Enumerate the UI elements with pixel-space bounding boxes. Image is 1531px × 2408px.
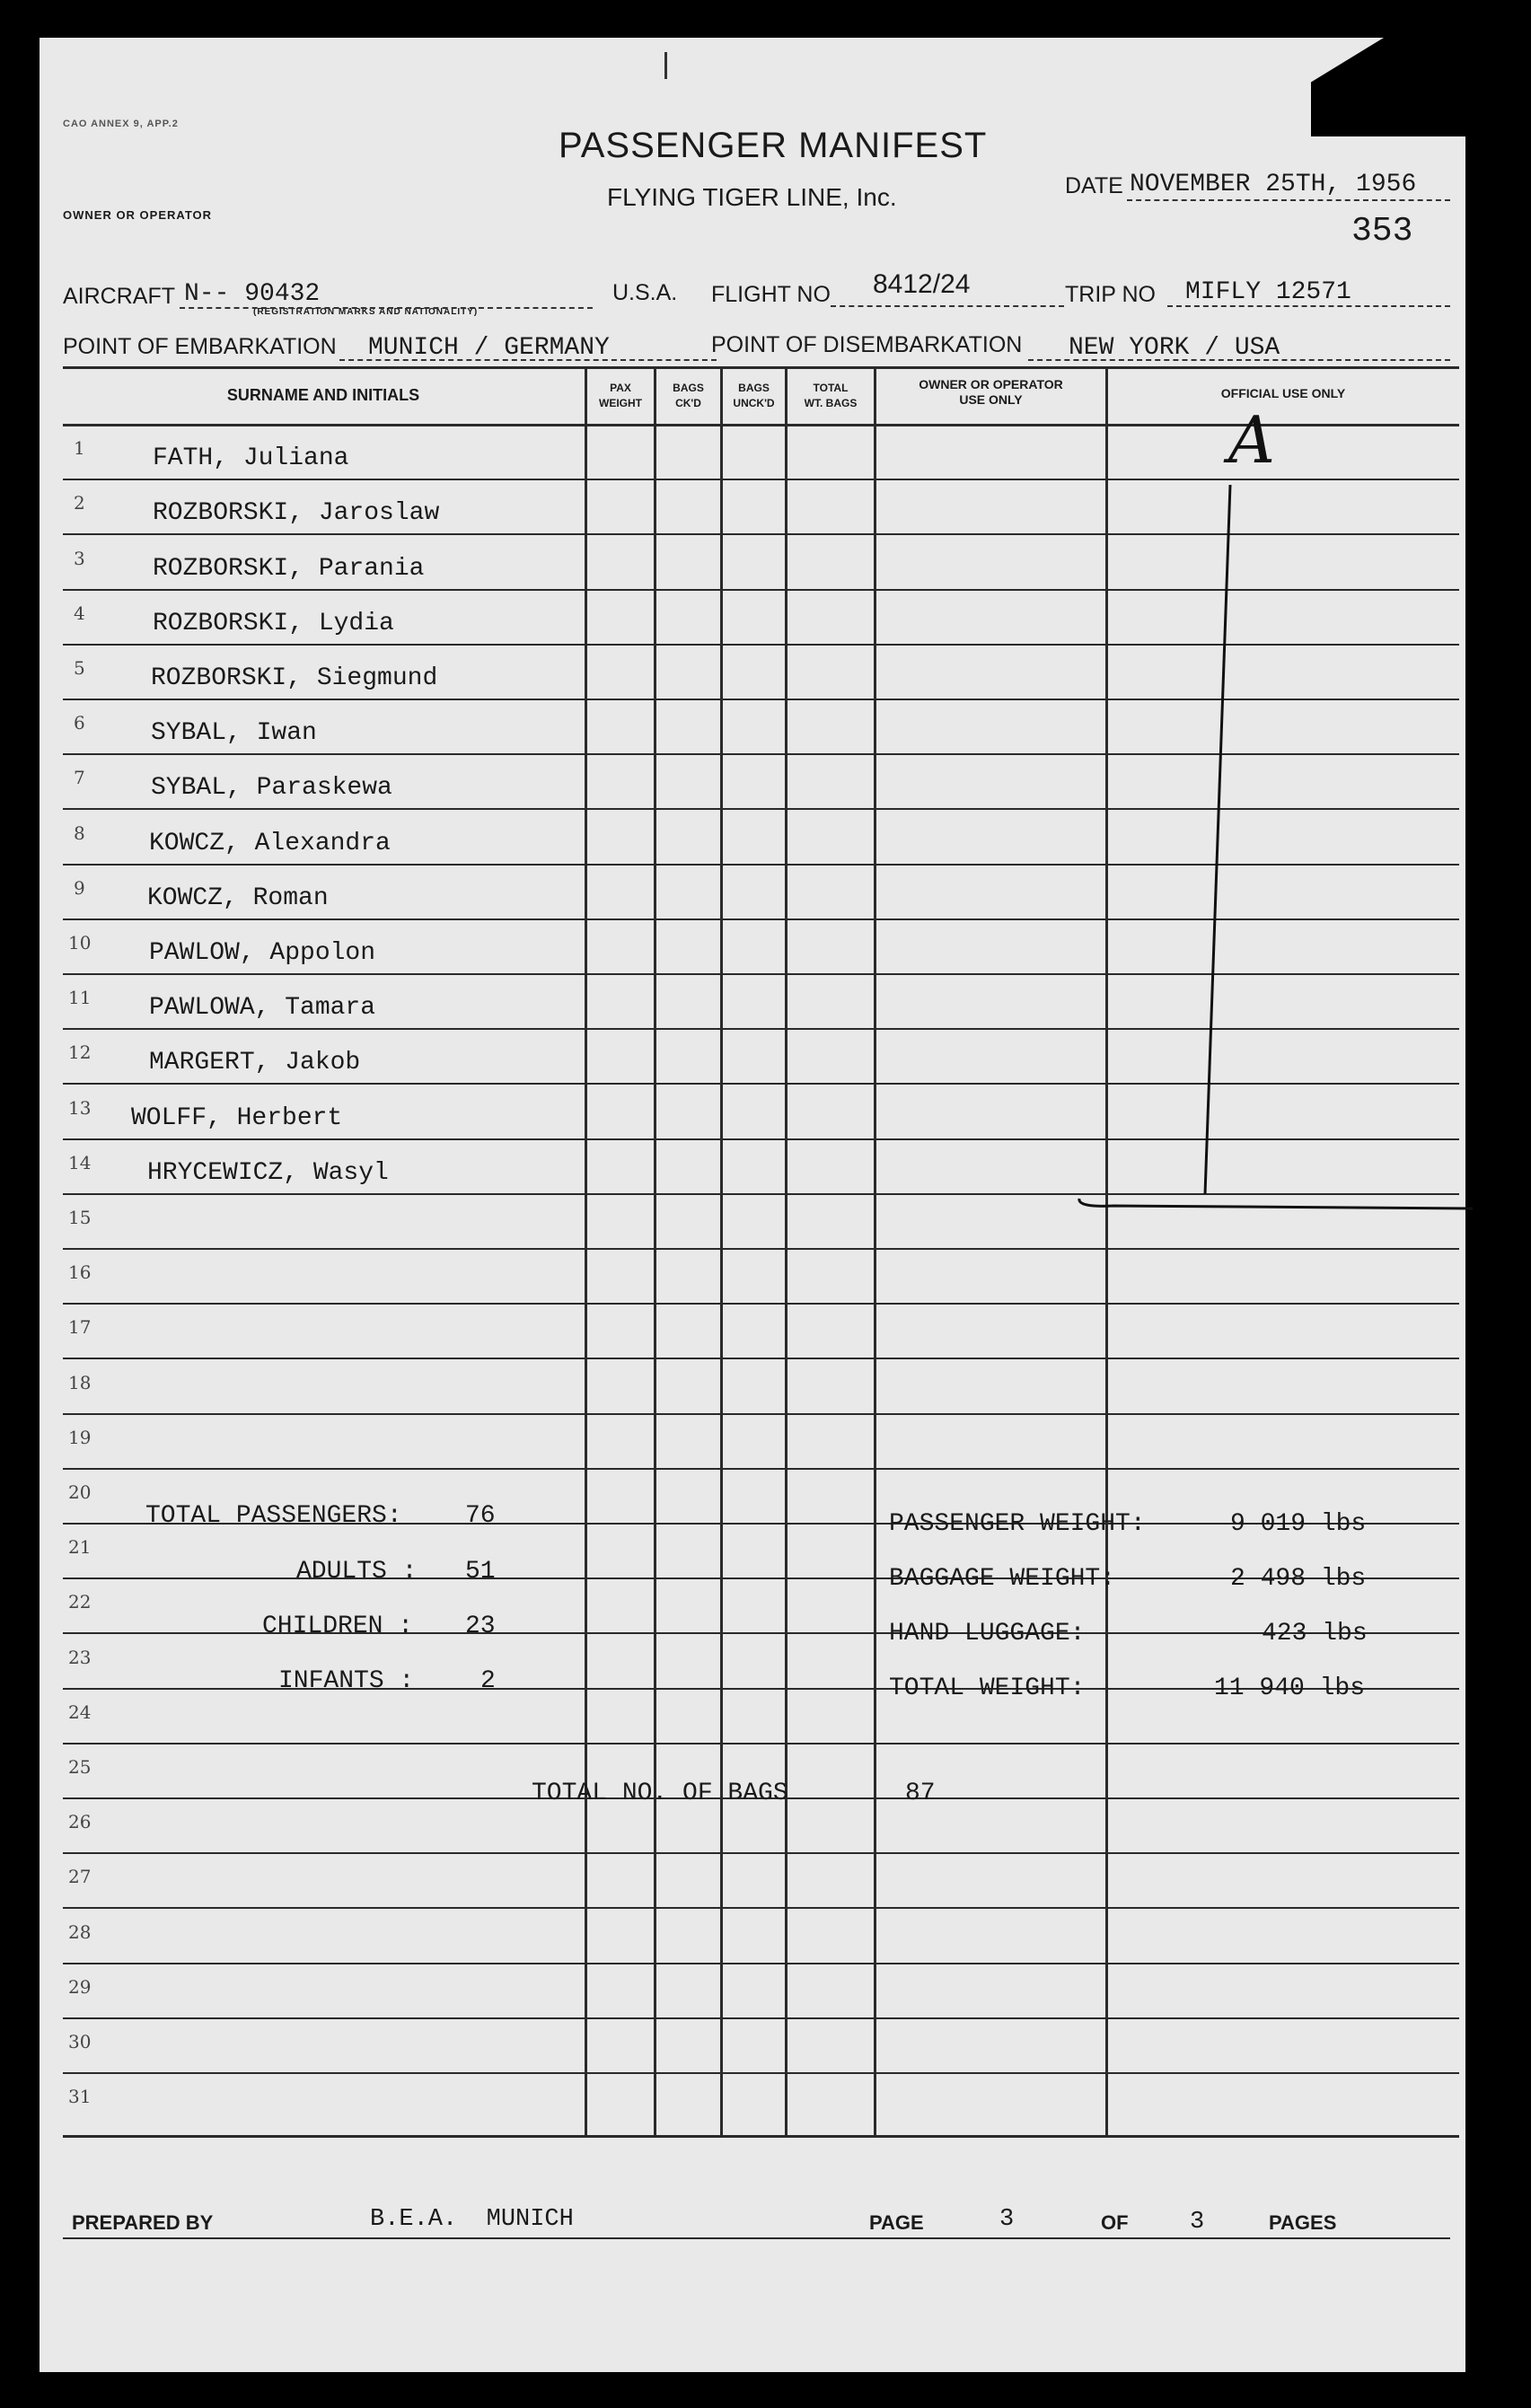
date-value: NOVEMBER 25TH, 1956 [1130, 171, 1417, 198]
total-passengers-label: TOTAL PASSENGERS: [145, 1502, 402, 1530]
trip-line [1167, 305, 1450, 307]
flight-line [831, 305, 1064, 307]
embark-label: POINT OF EMBARKATION [63, 334, 337, 359]
passenger-name: MARGERT, Jakob [149, 1049, 361, 1077]
passenger-name: HRYCEWICZ, Wasyl [147, 1159, 389, 1187]
row-number: 7 [74, 767, 85, 788]
row-line [63, 1852, 1459, 1854]
passenger-name: ROZBORSKI, Lydia [153, 610, 394, 637]
row-number: 31 [68, 2086, 92, 2107]
row-number: 16 [68, 1261, 92, 1283]
table-bottom-line [63, 2135, 1459, 2138]
row-number: 11 [68, 987, 92, 1008]
disembark-label: POINT OF DISEMBARKATION [711, 332, 1023, 357]
embark-value: MUNICH / GERMANY [368, 334, 610, 362]
trip-value: MIFLY 12571 [1185, 278, 1351, 306]
table-top-line [63, 366, 1459, 369]
row-number: 5 [74, 657, 85, 679]
baggage-weight-value: 2 498 lbs [1230, 1565, 1367, 1593]
infants-value: 2 [480, 1667, 496, 1695]
col-header-bags-unckd: BAGS UNCK'D [733, 382, 775, 409]
col-header-owner-use: OWNER OR OPERATOR USE ONLY [919, 377, 1063, 407]
passenger-name: KOWCZ, Roman [147, 884, 329, 912]
aircraft-line [180, 307, 593, 309]
passenger-name: PAWLOWA, Tamara [149, 994, 376, 1022]
aircraft-value: N-- 90432 [184, 280, 321, 308]
passenger-name: ROZBORSKI, Parania [153, 555, 425, 583]
aircraft-note: (REGISTRATION MARKS AND NATIONALITY) [253, 307, 479, 317]
infants-label: INFANTS : [278, 1667, 415, 1695]
pages-label: PAGES [1269, 2211, 1337, 2234]
row-line [63, 2017, 1459, 2019]
passenger-name: ROZBORSKI, Siegmund [151, 664, 438, 692]
row-number: 14 [68, 1152, 92, 1173]
col-divider-2 [654, 366, 656, 2137]
page-label: PAGE [869, 2211, 924, 2234]
row-number: 2 [74, 492, 85, 514]
passenger-name: FATH, Juliana [153, 444, 349, 472]
row-number: 12 [68, 1041, 92, 1063]
row-number: 19 [68, 1427, 92, 1448]
row-number: 4 [74, 602, 85, 624]
baggage-weight-label: BAGGAGE WEIGHT: [889, 1565, 1116, 1593]
col-header-pax-weight: PAX WEIGHT [599, 382, 642, 409]
row-number: 25 [68, 1756, 92, 1778]
row-line [63, 1468, 1459, 1470]
owner-operator-label: OWNER OR OPERATOR [63, 208, 213, 222]
col-divider-3 [720, 366, 723, 2137]
scan-mark [664, 52, 739, 79]
of-value: 3 [1190, 2209, 1205, 2236]
disembark-line [1028, 359, 1450, 361]
row-line [63, 1963, 1459, 1964]
row-number: 28 [68, 1921, 92, 1943]
children-value: 23 [465, 1613, 496, 1640]
row-line [63, 1413, 1459, 1415]
passenger-name: ROZBORSKI, Jaroslaw [153, 499, 440, 527]
col-header-bags-ckd: BAGS CK'D [673, 382, 704, 409]
adults-label: ADULTS : [296, 1558, 418, 1586]
children-label: CHILDREN : [262, 1613, 414, 1640]
adults-value: 51 [465, 1558, 496, 1586]
row-number: 17 [68, 1316, 92, 1338]
date-line [1127, 199, 1450, 201]
passenger-name: SYBAL, Paraskewa [151, 774, 392, 802]
row-number: 23 [68, 1647, 92, 1668]
official-mark-letter: A [1228, 402, 1275, 478]
row-number: 3 [74, 548, 85, 569]
col-header-official-use: OFFICIAL USE ONLY [1220, 386, 1346, 400]
page-subtitle: FLYING TIGER LINE, Inc. [607, 183, 897, 211]
footer-line [63, 2237, 1450, 2239]
total-weight-label: TOTAL WEIGHT: [889, 1674, 1086, 1702]
row-number: 22 [68, 1591, 92, 1613]
prepared-by-label: PREPARED BY [72, 2211, 214, 2234]
row-number: 1 [74, 437, 85, 459]
cao-annex-label: CAO ANNEX 9, APP.2 [63, 119, 179, 129]
row-number: 15 [68, 1207, 92, 1228]
page-stamp: 353 [1351, 212, 1413, 250]
row-line [63, 1907, 1459, 1909]
row-line [63, 2072, 1459, 2074]
row-number: 18 [68, 1372, 92, 1393]
total-bags-value: 87 [905, 1780, 936, 1807]
col-divider-5 [874, 366, 876, 2137]
row-number: 6 [74, 712, 85, 734]
of-label: OF [1101, 2211, 1129, 2234]
col-divider-4 [785, 366, 787, 2137]
row-number: 27 [68, 1866, 92, 1887]
col-divider-1 [585, 366, 587, 2137]
row-number: 13 [68, 1097, 92, 1119]
col-header-total-wt: TOTAL WT. BAGS [804, 382, 858, 409]
hand-luggage-label: HAND LUGGAGE: [889, 1620, 1086, 1648]
passenger-name: KOWCZ, Alexandra [149, 830, 391, 857]
official-use-bracket [1060, 404, 1473, 1230]
total-bags-label: TOTAL NO. OF BAGS [532, 1780, 788, 1807]
row-line [63, 1303, 1459, 1305]
row-number: 10 [68, 932, 92, 954]
usa-label: U.S.A. [612, 280, 678, 305]
row-number: 8 [74, 822, 85, 844]
embark-line [339, 359, 717, 361]
row-line [63, 1358, 1459, 1359]
aircraft-label: AIRCRAFT [63, 284, 175, 309]
passenger-weight-label: PASSENGER WEIGHT: [889, 1510, 1146, 1538]
flight-value: 8412/24 [873, 269, 971, 299]
total-passengers-value: 76 [465, 1502, 496, 1530]
row-line [63, 1743, 1459, 1744]
row-number: 29 [68, 1976, 92, 1998]
total-weight-value: 11 940 lbs [1214, 1674, 1366, 1702]
passenger-name: WOLFF, Herbert [131, 1104, 343, 1132]
row-number: 20 [68, 1481, 92, 1503]
row-number: 21 [68, 1536, 92, 1558]
page-title: PASSENGER MANIFEST [559, 126, 988, 165]
col-header-surname: SURNAME AND INITIALS [226, 386, 420, 404]
passenger-name: PAWLOW, Appolon [149, 939, 376, 967]
row-number: 30 [68, 2031, 92, 2052]
passenger-name: SYBAL, Iwan [151, 719, 317, 747]
hand-luggage-value: 423 lbs [1262, 1620, 1368, 1648]
page-value: 3 [999, 2206, 1015, 2233]
row-number: 9 [74, 877, 85, 899]
row-number: 26 [68, 1811, 92, 1832]
flight-label: FLIGHT NO [711, 282, 831, 307]
passenger-weight-value: 9 019 lbs [1230, 1510, 1367, 1538]
disembark-value: NEW YORK / USA [1069, 334, 1280, 362]
prepared-by-value: B.E.A. MUNICH [370, 2206, 574, 2233]
row-number: 24 [68, 1701, 92, 1723]
trip-label: TRIP NO [1065, 282, 1156, 307]
date-label: DATE [1065, 173, 1123, 198]
row-line [63, 1248, 1459, 1250]
